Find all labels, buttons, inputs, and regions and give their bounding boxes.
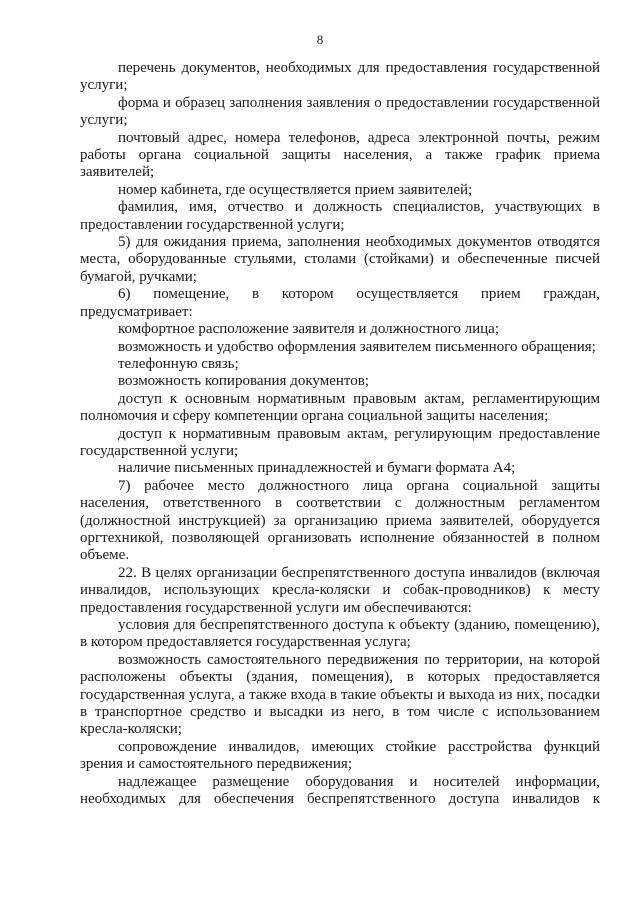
paragraph: условия для беспрепятственного доступа к объекту (зданию, помещению), в котором предоставляется государственная услуга;	[80, 617, 600, 651]
paragraph: 7) рабочее место должностного лица органа социальной защиты населения, ответственного в соответствии с должностным регламентом (должностной инструкцией) за организацию приема заявителей, оборудуется оргтехникой, позволяющей организовать исполнение обязанностей в полном объеме.	[80, 477, 600, 564]
paragraph: 5) для ожидания приема, заполнения необходимых документов отводятся места, оборудованные стульями, столами (стойками) и обеспеченные писчей бумагой, ручками;	[80, 234, 600, 285]
paragraph: возможность копирования документов;	[118, 373, 370, 390]
paragraph: перечень документов, необходимых для предоставления государственной услуги;	[80, 60, 600, 94]
paragraph: доступ к нормативным правовым актам, регулирующим предоставление государственной услуги;	[80, 425, 600, 459]
paragraph: 6) помещение, в котором осуществляется прием граждан, предусматривает:	[80, 286, 600, 320]
paragraph: фамилия, имя, отчество и должность специалистов, участвующих в предоставлении государственной услуги;	[80, 199, 600, 233]
paragraph: доступ к основным нормативным правовым актам, регламентирующим полномочия и сферу компетенции органа социальной защиты населения;	[80, 390, 600, 425]
paragraph: почтовый адрес, номера телефонов, адреса электронной почты, режим работы органа социальной защиты населения, а также график приема заявителей;	[80, 129, 600, 181]
paragraph: сопровождение инвалидов, имеющих стойкие расстройства функций зрения и самостоятельного передвижения;	[80, 738, 600, 773]
paragraph: 22. В целях организации беспрепятственного доступа инвалидов (включая инвалидов, использующих кресла-коляски и собак-проводников) к месту предоставления государственной услуги им обеспечиваются:	[80, 564, 600, 616]
page-body	[80, 60, 600, 808]
paragraph: номер кабинета, где осуществляется прием заявителей;	[118, 181, 473, 198]
paragraph: возможность самостоятельного передвижения по территории, на которой расположены объекты (здания, помещения), в которых предоставляется государственная услуга, а также входа в такие объекты и выхода из них, посадки в транспортное средство и высадки из него, в том числе с использованием кресла-коляски;	[80, 651, 600, 738]
paragraph: возможность и удобство оформления заявителем письменного обращения;	[118, 338, 596, 355]
paragraph: надлежащее размещение оборудования и носителей информации, необходимых для обеспечения беспрепятственного доступа инвалидов к	[80, 773, 600, 808]
paragraph: форма и образец заполнения заявления о предоставлении государственной услуги;	[80, 94, 600, 129]
paragraph: комфортное расположение заявителя и должностного лица;	[118, 321, 500, 338]
paragraph: наличие письменных принадлежностей и бумаги формата А4;	[118, 460, 516, 477]
page-number: 8	[316, 32, 324, 47]
paragraph: телефонную связь;	[118, 355, 239, 372]
